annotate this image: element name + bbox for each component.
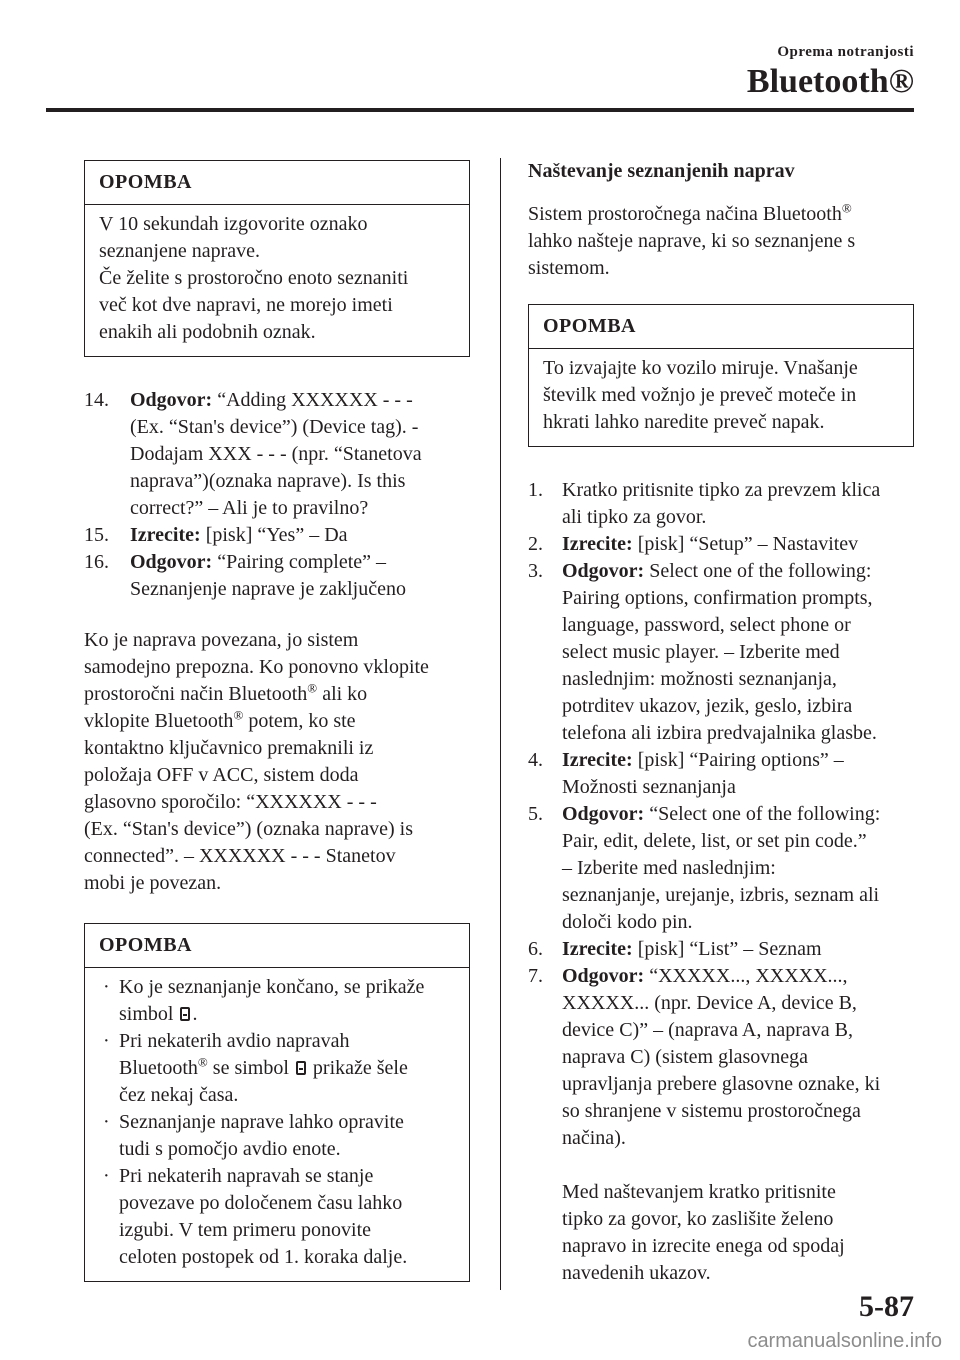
step-label: Odgovor:	[130, 389, 213, 411]
note-line: Če želite s prostoročno enoto seznaniti	[99, 267, 409, 289]
paragraph-text: prostoročni način Bluetooth	[84, 683, 308, 705]
step-text: [pisk] “Yes” – Da	[200, 524, 348, 546]
step-item	[84, 387, 470, 522]
step-item	[528, 801, 914, 936]
bullet-line: čez nekaj časa.	[119, 1084, 239, 1106]
paragraph-line: connected”. – XXXXXX - - - Stanetov	[84, 845, 396, 867]
step-line: select music player. – Izberite med	[562, 641, 840, 663]
bullet-line: Ko je seznanjanje končano, se prikaže	[119, 976, 425, 998]
step-item	[528, 936, 914, 963]
step-line: Dodajam XXX - - - (npr. “Stanetova	[130, 443, 422, 465]
paragraph-line: lahko našteje naprave, ki so seznanjene s	[528, 230, 856, 252]
paragraph-line	[84, 681, 470, 708]
step-number: 14.	[84, 389, 109, 411]
note-bullet	[99, 1028, 455, 1109]
paragraph-line: sistemom.	[528, 257, 610, 279]
paragraph-line: samodejno prepozna. Ko ponovno vklopite	[84, 656, 429, 678]
note-line: enakih ali podobnih oznak.	[99, 321, 316, 343]
step-number: 15.	[84, 524, 109, 546]
step-line: Pairing options, confirmation prompts,	[562, 587, 873, 609]
bullet-text: se simbol	[207, 1057, 289, 1079]
note-line: V 10 sekundah izgovorite oznako	[99, 213, 368, 235]
step-text: Kratko pritisnite tipko za prevzem klica	[562, 479, 881, 501]
step-number: 7.	[528, 965, 543, 987]
note-line: hkrati lahko naredite preveč napak.	[543, 411, 825, 433]
step-line: correct?” – Ali je to pravilno?	[130, 497, 369, 519]
bullet-line: celoten postopek od 1. koraka dalje.	[119, 1246, 408, 1268]
step-line: naprava”)(oznaka naprave). Is this	[130, 470, 406, 492]
step-list	[84, 387, 470, 603]
step-line: tipko za govor, ko zaslišite želeno	[562, 1208, 834, 1230]
step-label: Izrecite:	[562, 533, 633, 555]
step-number: 4.	[528, 749, 543, 771]
step-line: Seznanjenje naprave je zaključeno	[130, 578, 406, 600]
bullet-line: Pri nekaterih napravah se stanje	[119, 1165, 374, 1187]
connection-paragraph	[84, 627, 470, 897]
step-item	[528, 477, 914, 531]
bullet-line: izgubi. V tem primeru ponovite	[119, 1219, 372, 1241]
bullet-icon: ·	[103, 1030, 110, 1052]
paragraph-line: kontaktno ključavnico premaknili iz	[84, 737, 374, 759]
step-number: 6.	[528, 938, 543, 960]
step-number: 5.	[528, 803, 543, 825]
bullet-icon: ·	[103, 1111, 110, 1133]
step-list	[528, 477, 914, 1287]
step-line: – Izberite med naslednjim:	[562, 857, 776, 879]
note-line: številk med vožnjo je preveč moteče in	[543, 384, 857, 406]
paragraph-text: Sistem prostoročnega načina Bluetooth	[528, 203, 842, 225]
phone-icon	[180, 1007, 190, 1021]
note-body	[85, 205, 469, 356]
step-label: Odgovor:	[562, 965, 645, 987]
page-number: 5-87	[859, 1290, 914, 1323]
step-text: [pisk] “List” – Seznam	[632, 938, 822, 960]
paragraph-line: glasovno sporočilo: “XXXXXX - - -	[84, 791, 377, 813]
note-title: OPOMBA	[85, 161, 469, 205]
step-label: Odgovor:	[130, 551, 213, 573]
step-item	[528, 963, 914, 1152]
step-number: 2.	[528, 533, 543, 555]
step-line: seznanjanje, urejanje, izbris, seznam ali	[562, 884, 880, 906]
step-label: Izrecite:	[562, 749, 633, 771]
step-line: ali tipko za govor.	[562, 506, 707, 528]
note-line: več kot dve napravi, ne morejo imeti	[99, 294, 393, 316]
step-text: “XXXXX..., XXXXX...,	[644, 965, 848, 987]
note-bullet	[99, 974, 455, 1028]
bullet-line	[119, 1001, 455, 1028]
step-item	[528, 531, 914, 558]
step-line: Pair, edit, delete, list, or set pin code.”	[562, 830, 867, 852]
bullet-line: povezave po določenem času lahko	[119, 1192, 403, 1214]
note-line: To izvajajte ko vozilo miruje. Vnašanje	[543, 357, 858, 379]
note-bullet	[99, 1163, 455, 1271]
paragraph-line: Ko je naprava povezana, jo sistem	[84, 629, 359, 651]
step-line: so shranjene v sistemu prostoročnega	[562, 1100, 861, 1122]
note-title: OPOMBA	[529, 305, 913, 349]
step-line: naprava C) (sistem glasovnega	[562, 1046, 809, 1068]
step-text: Select one of the following:	[644, 560, 872, 582]
step-line: (Ex. “Stan's device”) (Device tag). -	[130, 416, 419, 438]
step-label: Izrecite:	[562, 938, 633, 960]
step-number: 3.	[528, 560, 543, 582]
step-item	[84, 522, 470, 549]
step-text: “Adding XXXXXX - - -	[212, 389, 413, 411]
paragraph-line: mobi je povezan.	[84, 872, 222, 894]
intro-paragraph	[528, 201, 914, 282]
paragraph-text: ali ko	[317, 683, 368, 705]
step-item	[528, 747, 914, 801]
bullet-line: tudi s pomočjo avdio enote.	[119, 1138, 341, 1160]
registered-mark: ®	[307, 680, 318, 696]
note-body	[85, 968, 469, 1281]
section-heading: Naštevanje seznanjenih naprav	[528, 160, 795, 182]
step-item	[84, 549, 470, 603]
step-line: napravo in izrecite enega od spodaj	[562, 1235, 845, 1257]
registered-mark: ®	[841, 200, 852, 216]
page-header	[747, 44, 914, 101]
paragraph-line: položaja OFF v ACC, sistem doda	[84, 764, 359, 786]
paragraph-text: potem, ko ste	[243, 710, 356, 732]
step-line: Med naštevanjem kratko pritisnite	[562, 1181, 836, 1203]
paragraph-text: vklopite Bluetooth	[84, 710, 234, 732]
bullet-text: simbol	[119, 1003, 174, 1025]
registered-mark: ®	[197, 1054, 208, 1070]
step-text: “Pairing complete” –	[212, 551, 387, 573]
note-box	[84, 923, 470, 1282]
phone-icon	[296, 1061, 306, 1075]
step-label: Odgovor:	[562, 560, 645, 582]
step-number: 16.	[84, 551, 109, 573]
step-label: Izrecite:	[130, 524, 201, 546]
registered-mark: ®	[233, 707, 244, 723]
bullet-text: prikaže šele	[312, 1057, 408, 1079]
step-line: potrditev ukazov, jezik, geslo, izbira	[562, 695, 853, 717]
step-line: XXXXX... (npr. Device A, device B,	[562, 992, 857, 1014]
step-label: Odgovor:	[562, 803, 645, 825]
paragraph-line	[528, 201, 914, 228]
bullet-line: Pri nekaterih avdio napravah	[119, 1030, 350, 1052]
watermark: carmanualsonline.info	[747, 1330, 942, 1352]
step-continuation	[528, 1179, 914, 1287]
bullet-text: .	[192, 1003, 198, 1025]
bullet-line: Seznanjanje naprave lahko opravite	[119, 1111, 404, 1133]
step-line: upravljanja prebere glasovne oznake, ki	[562, 1073, 881, 1095]
step-line: language, password, select phone or	[562, 614, 851, 636]
step-text: [pisk] “Setup” – Nastavitev	[632, 533, 859, 555]
left-column	[84, 160, 470, 1282]
right-column	[528, 158, 914, 1287]
section-name: Oprema notranjosti	[777, 44, 914, 60]
step-line: Možnosti seznanjanja	[562, 776, 736, 798]
step-line: navedenih ukazov.	[562, 1262, 711, 1284]
step-line: device C)” – (naprava A, naprava B,	[562, 1019, 853, 1041]
note-line: seznanjene naprave.	[99, 240, 261, 262]
step-line: načina).	[562, 1127, 626, 1149]
step-line: določi kodo pin.	[562, 911, 693, 933]
note-title: OPOMBA	[85, 924, 469, 968]
bullet-line	[119, 1055, 455, 1082]
paragraph-line	[84, 708, 470, 735]
page-title: Bluetooth®	[746, 63, 914, 100]
note-box	[84, 160, 470, 357]
bullet-icon: ·	[103, 1165, 110, 1187]
step-number: 1.	[528, 479, 543, 501]
note-box	[528, 304, 914, 447]
step-line: naslednjim: možnosti seznanjanja,	[562, 668, 837, 690]
paragraph-line: (Ex. “Stan's device”) (oznaka naprave) is	[84, 818, 414, 840]
bullet-text: Bluetooth	[119, 1057, 198, 1079]
step-line: telefona ali izbira predvajalnika glasbe.	[562, 722, 877, 744]
step-item	[528, 558, 914, 747]
column-divider	[500, 158, 501, 1290]
note-body	[529, 349, 913, 446]
step-text: “Select one of the following:	[644, 803, 881, 825]
header-rule	[46, 108, 914, 112]
step-text: [pisk] “Pairing options” –	[632, 749, 844, 771]
note-bullet	[99, 1109, 455, 1163]
bullet-icon: ·	[103, 976, 110, 998]
